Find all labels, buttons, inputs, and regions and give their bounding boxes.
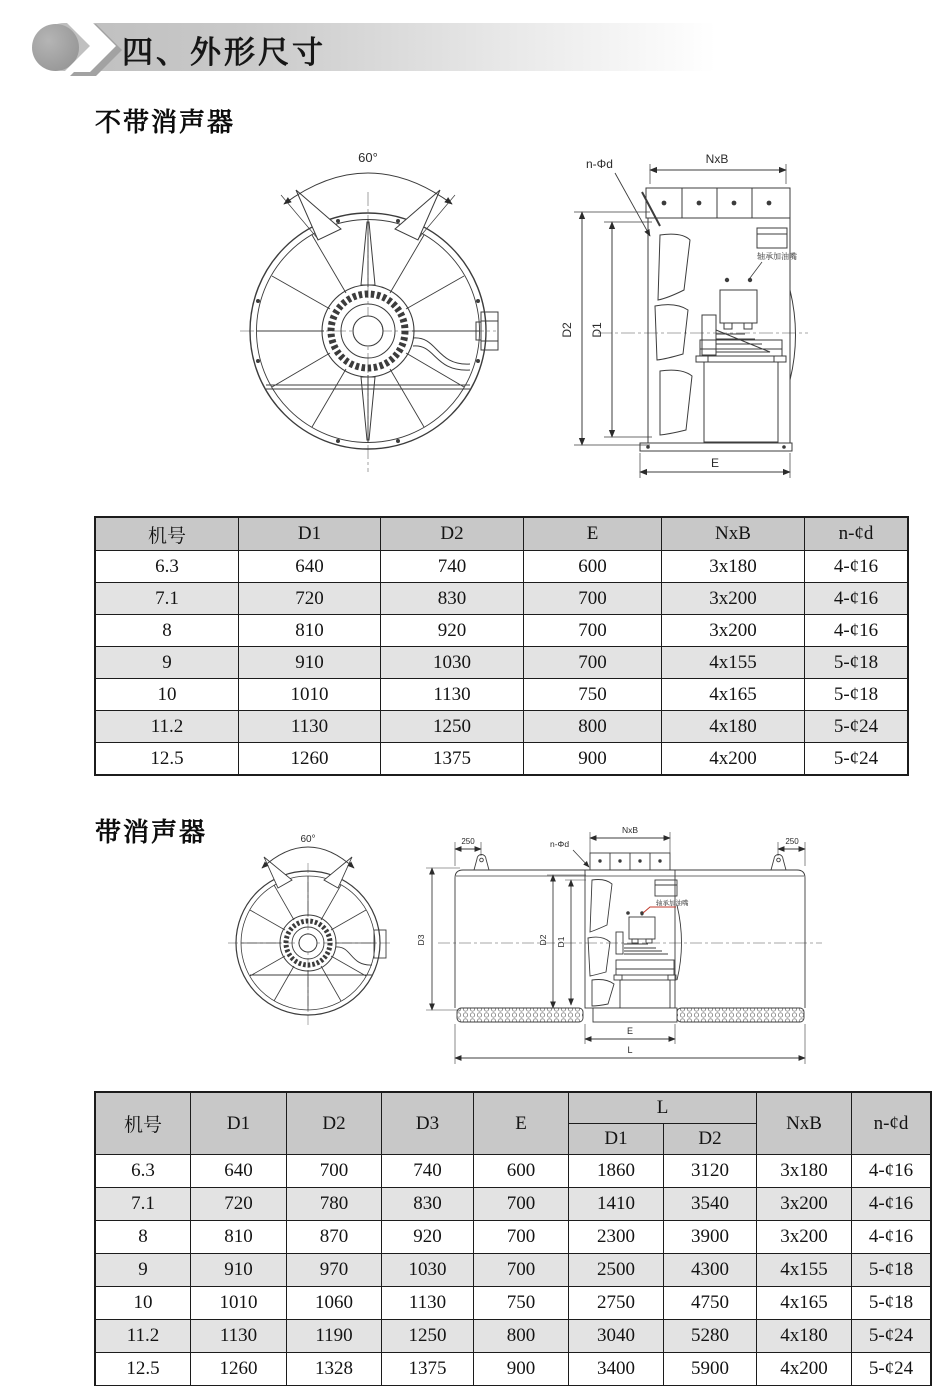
table-cell: 1860 (569, 1155, 664, 1188)
table-cell: 600 (524, 551, 662, 583)
table-cell: 1250 (381, 711, 524, 743)
table-with-silencer (95, 1092, 931, 1386)
table-cell: 830 (382, 1188, 474, 1221)
table-cell: 1260 (239, 743, 381, 775)
table-cell: 740 (382, 1155, 474, 1188)
table-cell: 12.5 (96, 1353, 191, 1386)
table-cell: 900 (474, 1353, 569, 1386)
table-row (96, 1287, 931, 1320)
table-cell: 5-¢24 (852, 1320, 931, 1353)
table-cell: 1060 (287, 1287, 382, 1320)
col-header: 机号 (96, 518, 239, 551)
col-header: E (524, 518, 662, 551)
bolt-hole-dim-label: n-Φd (550, 839, 570, 849)
table-cell: 1190 (287, 1320, 382, 1353)
l-dim-label: L (627, 1045, 633, 1055)
chevron-right-icon (58, 20, 132, 76)
table-cell: 11.2 (96, 1320, 191, 1353)
table-cell: 6.3 (96, 551, 239, 583)
table-cell: 4x200 (662, 743, 805, 775)
col-header: D1 (191, 1093, 287, 1155)
table-row (96, 679, 908, 711)
lug-offset-dim-left: 250 (461, 837, 475, 846)
table-cell: 5-¢24 (852, 1353, 931, 1386)
table-cell: 750 (524, 679, 662, 711)
table-cell: 5-¢18 (852, 1254, 931, 1287)
grease-nipple-label: 轴承加油嘴 (757, 252, 797, 261)
section1-title: 不带消声器 (95, 107, 236, 137)
table-cell: 6.3 (96, 1155, 191, 1188)
table-cell: 5280 (664, 1320, 757, 1353)
table-cell: 780 (287, 1188, 382, 1221)
page-title: 四、外形尺寸 (122, 35, 326, 70)
table-cell: 5900 (664, 1353, 757, 1386)
front-angle-label: 60° (358, 150, 378, 165)
table-cell: 740 (381, 551, 524, 583)
table2-header-row-top (96, 1093, 931, 1124)
table-cell: 700 (474, 1254, 569, 1287)
table-cell: 10 (96, 679, 239, 711)
table-cell: 700 (524, 583, 662, 615)
table-cell: 1130 (381, 679, 524, 711)
col-header: n-¢d (805, 518, 908, 551)
table-cell: 600 (474, 1155, 569, 1188)
table-cell: 2500 (569, 1254, 664, 1287)
table-cell: 4x155 (757, 1254, 852, 1287)
e-dim-label: E (710, 456, 720, 470)
front-angle-label: 60° (300, 834, 316, 845)
e-dim-label: E (626, 1026, 634, 1036)
table-cell: 7.1 (96, 583, 239, 615)
table-cell: 1375 (382, 1353, 474, 1386)
table-cell: 7.1 (96, 1188, 191, 1221)
table-cell: 1260 (191, 1353, 287, 1386)
table-cell: 1410 (569, 1188, 664, 1221)
table-row (96, 583, 908, 615)
table-row (96, 711, 908, 743)
table-cell: 5-¢18 (805, 679, 908, 711)
table-cell: 1130 (191, 1320, 287, 1353)
sub-col-header: D1 (569, 1124, 664, 1155)
col-header: D1 (239, 518, 381, 551)
sub-col-header: D2 (664, 1124, 757, 1155)
table-cell: 870 (287, 1221, 382, 1254)
table-row (96, 1353, 931, 1386)
table-cell: 1250 (382, 1320, 474, 1353)
table-cell: 8 (96, 1221, 191, 1254)
table-cell: 5-¢18 (805, 647, 908, 679)
table-row (96, 615, 908, 647)
table-cell: 4x165 (757, 1287, 852, 1320)
table-cell: 4-¢16 (852, 1188, 931, 1221)
table-cell: 3040 (569, 1320, 664, 1353)
nxb-dim-label: NxB (705, 152, 729, 166)
d1-dim-label: D1 (556, 936, 566, 948)
nxb-dim-label: NxB (621, 825, 639, 835)
table-cell: 700 (524, 647, 662, 679)
table-cell: 2750 (569, 1287, 664, 1320)
table-cell: 1030 (382, 1254, 474, 1287)
fan-side-view (560, 152, 808, 478)
d2-dim-label: D2 (560, 322, 574, 338)
drawing-without-silencer (0, 140, 940, 492)
table-cell: 11.2 (96, 711, 239, 743)
table-cell: 3x180 (662, 551, 805, 583)
table-cell: 720 (191, 1188, 287, 1221)
table-cell: 1010 (239, 679, 381, 711)
table-cell: 810 (191, 1221, 287, 1254)
section-banner (18, 20, 738, 74)
table-cell: 700 (474, 1221, 569, 1254)
table-cell: 9 (96, 647, 239, 679)
table-row (96, 743, 908, 775)
table-cell: 3120 (664, 1155, 757, 1188)
table-cell: 10 (96, 1287, 191, 1320)
bolt-hole-dim-label: n-Φd (586, 157, 613, 171)
table-cell: 4-¢16 (805, 615, 908, 647)
table-cell: 700 (287, 1155, 382, 1188)
col-header: E (474, 1093, 569, 1155)
lug-offset-dim-right: 250 (785, 837, 799, 846)
table-cell: 1130 (239, 711, 381, 743)
table-cell: 4-¢16 (852, 1155, 931, 1188)
d2-dim-label: D2 (538, 934, 548, 946)
table-cell: 4x165 (662, 679, 805, 711)
col-header: D3 (382, 1093, 474, 1155)
table-cell: 4x180 (757, 1320, 852, 1353)
table-cell: 4x180 (662, 711, 805, 743)
table-cell: 640 (239, 551, 381, 583)
section2-title: 带消声器 (95, 817, 208, 847)
col-header: 机号 (96, 1093, 191, 1155)
table-cell: 640 (191, 1155, 287, 1188)
silencer-fan-front-view (228, 834, 392, 1027)
col-header: D2 (287, 1093, 382, 1155)
table-cell: 4750 (664, 1287, 757, 1320)
table-row (96, 551, 908, 583)
table-cell: 3400 (569, 1353, 664, 1386)
table-cell: 970 (287, 1254, 382, 1287)
table-cell: 12.5 (96, 743, 239, 775)
table-cell: 1010 (191, 1287, 287, 1320)
table-cell: 700 (524, 615, 662, 647)
table-cell: 4x155 (662, 647, 805, 679)
table-cell: 750 (474, 1287, 569, 1320)
d3-dim-label: D3 (416, 934, 426, 946)
table-cell: 1130 (382, 1287, 474, 1320)
table-cell: 3x180 (757, 1155, 852, 1188)
drawing-with-silencer (0, 820, 940, 1086)
table1-header-row (96, 518, 908, 551)
table-cell: 5-¢24 (805, 743, 908, 775)
table-cell: 5-¢18 (852, 1287, 931, 1320)
table-cell: 4300 (664, 1254, 757, 1287)
table-cell: 8 (96, 615, 239, 647)
col-header: NxB (662, 518, 805, 551)
col-header: D2 (381, 518, 524, 551)
table-cell: 3900 (664, 1221, 757, 1254)
table-cell: 2300 (569, 1221, 664, 1254)
table-row (96, 1320, 931, 1353)
table-cell: 910 (239, 647, 381, 679)
table-row (96, 1188, 931, 1221)
table-cell: 720 (239, 583, 381, 615)
table-row (96, 1254, 931, 1287)
table-cell: 3x200 (662, 615, 805, 647)
d1-dim-label: D1 (590, 322, 604, 338)
table-cell: 800 (524, 711, 662, 743)
table-without-silencer (95, 517, 908, 775)
table-cell: 9 (96, 1254, 191, 1287)
col-header: n-¢d (852, 1093, 931, 1155)
table-cell: 910 (191, 1254, 287, 1287)
col-header-l-group: L (569, 1093, 757, 1124)
table-cell: 4-¢16 (852, 1221, 931, 1254)
table-cell: 810 (239, 615, 381, 647)
silencer-fan-side-view (416, 825, 822, 1064)
table-cell: 920 (381, 615, 524, 647)
table-row (96, 1221, 931, 1254)
table-cell: 920 (382, 1221, 474, 1254)
table-cell: 1030 (381, 647, 524, 679)
table-cell: 3x200 (662, 583, 805, 615)
table-cell: 700 (474, 1188, 569, 1221)
table-cell: 3540 (664, 1188, 757, 1221)
table-cell: 3x200 (757, 1221, 852, 1254)
table-cell: 830 (381, 583, 524, 615)
table-cell: 4x200 (757, 1353, 852, 1386)
col-header: NxB (757, 1093, 852, 1155)
grease-nipple-label: 轴承加油嘴 (656, 900, 689, 907)
table-cell: 1328 (287, 1353, 382, 1386)
table-cell: 800 (474, 1320, 569, 1353)
table-cell: 900 (524, 743, 662, 775)
table-cell: 1375 (381, 743, 524, 775)
table-row (96, 647, 908, 679)
table-cell: 4-¢16 (805, 551, 908, 583)
fan-front-view (240, 150, 498, 472)
table-row (96, 1155, 931, 1188)
table-cell: 3x200 (757, 1188, 852, 1221)
table-cell: 4-¢16 (805, 583, 908, 615)
table-cell: 5-¢24 (805, 711, 908, 743)
